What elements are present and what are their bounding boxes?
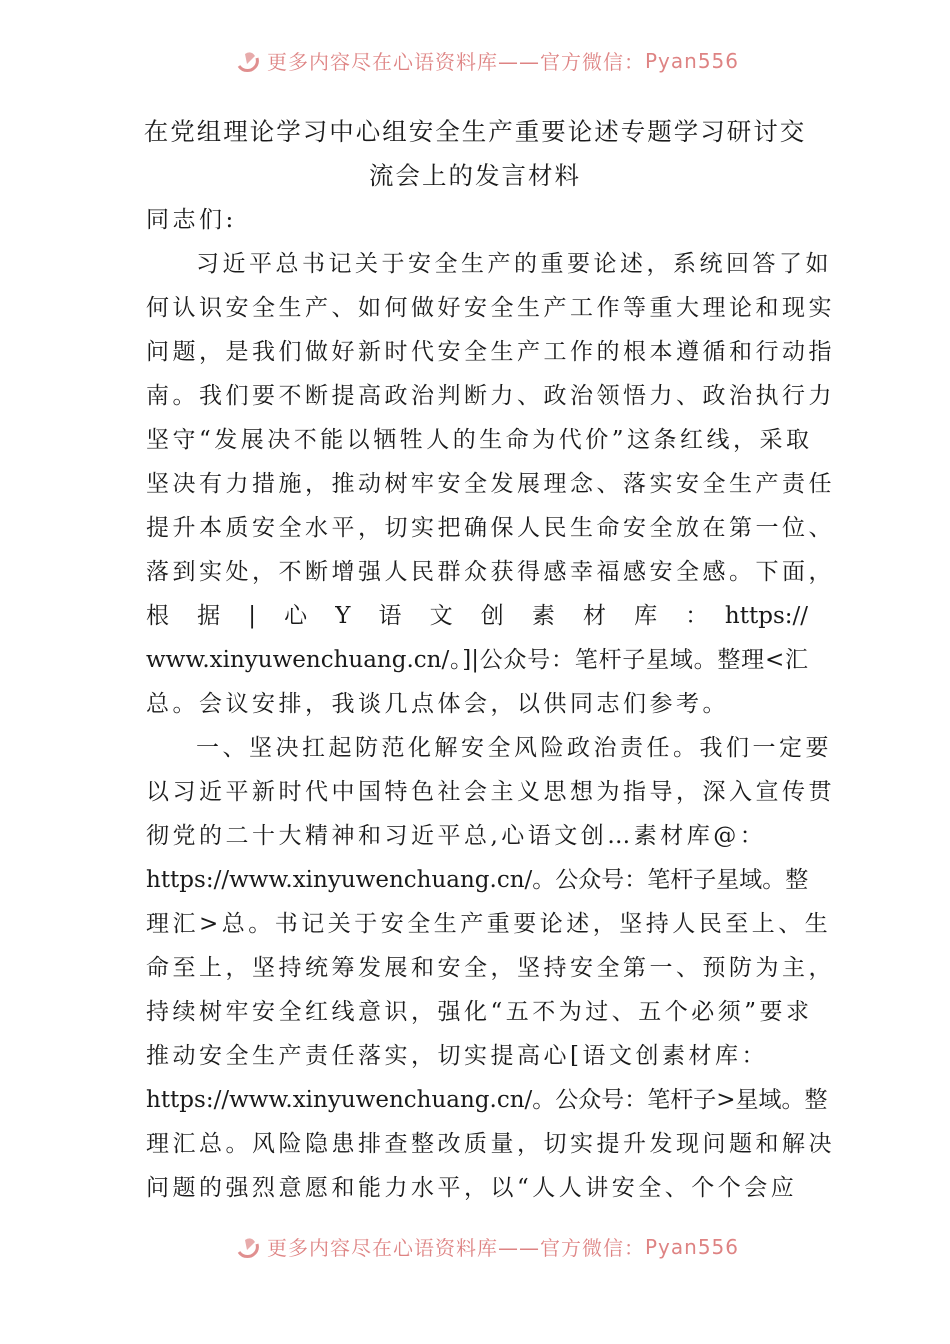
body-line: 坚决有力措施，推动树牢安全发展理念、落实安全生产责任 [146, 471, 835, 497]
body-line: 彻党的二十大精神和习近平总,心语文创…素材库@： [146, 823, 767, 849]
watermark-text: 更多内容尽在心语资料库——官方微信： [267, 1236, 645, 1260]
body-line: 何认识安全生产、如何做好安全生产工作等重大理论和现实 [146, 295, 835, 321]
body-line: 命至上，坚持统筹发展和安全，坚持安全第一、预防为主， [146, 955, 835, 981]
header-watermark [0, 42, 950, 82]
section-heading-line: 一、坚决扛起防范化解安全风险政治责任。我们一定要 [196, 735, 832, 761]
body-line: https://www.xinyuwenchuang.cn/。公众号：笔杆子星域。整 [146, 867, 809, 893]
logo-icon [235, 1234, 261, 1260]
body-line: https://www.xinyuwenchuang.cn/。公众号：笔杆子>星域。整 [146, 1087, 828, 1113]
watermark-text: 更多内容尽在心语资料库——官方微信： [267, 50, 645, 74]
document-title-line-2: 流会上的发言材料 [369, 161, 581, 190]
watermark-id: Pyan556 [645, 1234, 740, 1259]
body-line: 理汇>总。书记关于安全生产重要论述，坚持人民至上、生 [146, 911, 832, 937]
logo-icon [235, 48, 261, 74]
body-line: 问题的强烈意愿和能力水平，以“人人讲安全、个个会应 [146, 1175, 798, 1201]
body-line: 南。我们要不断提高政治判断力、政治领悟力、政治执行力 [146, 383, 835, 409]
watermark-id: Pyan556 [645, 48, 740, 73]
footer-watermark [0, 1228, 950, 1268]
body-line: 以习近平新时代中国特色社会主义思想为指导，深入宣传贯 [146, 779, 835, 805]
body-line: 总。会议安排，我谈几点体会，以供同志们参考。 [146, 691, 729, 717]
body-line: 坚守“发展决不能以牺牲人的生命为代价”这条红线，采取 [146, 427, 813, 453]
salutation: 同志们: [146, 207, 237, 233]
body-line: 提升本质安全水平，切实把确保人民生命安全放在第一位、 [146, 515, 835, 541]
body-line: 习近平总书记关于安全生产的重要论述，系统回答了如 [196, 251, 832, 277]
body-line: 持续树牢安全红线意识，强化“五不为过、五个必须”要求 [146, 999, 813, 1025]
document-title-line-1: 在党组理论学习中心组安全生产重要论述专题学习研讨交 [143, 117, 807, 146]
body-line: 问题，是我们做好新时代安全生产工作的根本遵循和行动指 [146, 339, 835, 365]
body-line: 落到实处，不断增强人民群众获得感幸福感安全感。下面， [146, 559, 835, 585]
body-line: 理汇总。风险隐患排查整改质量，切实提升发现问题和解决 [146, 1131, 835, 1157]
body-line: www.xinyuwenchuang.cn/。]|公众号：笔杆子星域。整理<汇 [146, 647, 808, 673]
body-line: 推动安全生产责任落实，切实提高心[语文创素材库： [146, 1043, 768, 1069]
body-line: 根 据 | 心 Y 语 文 创 素 材 库 ： https:// [146, 603, 808, 629]
